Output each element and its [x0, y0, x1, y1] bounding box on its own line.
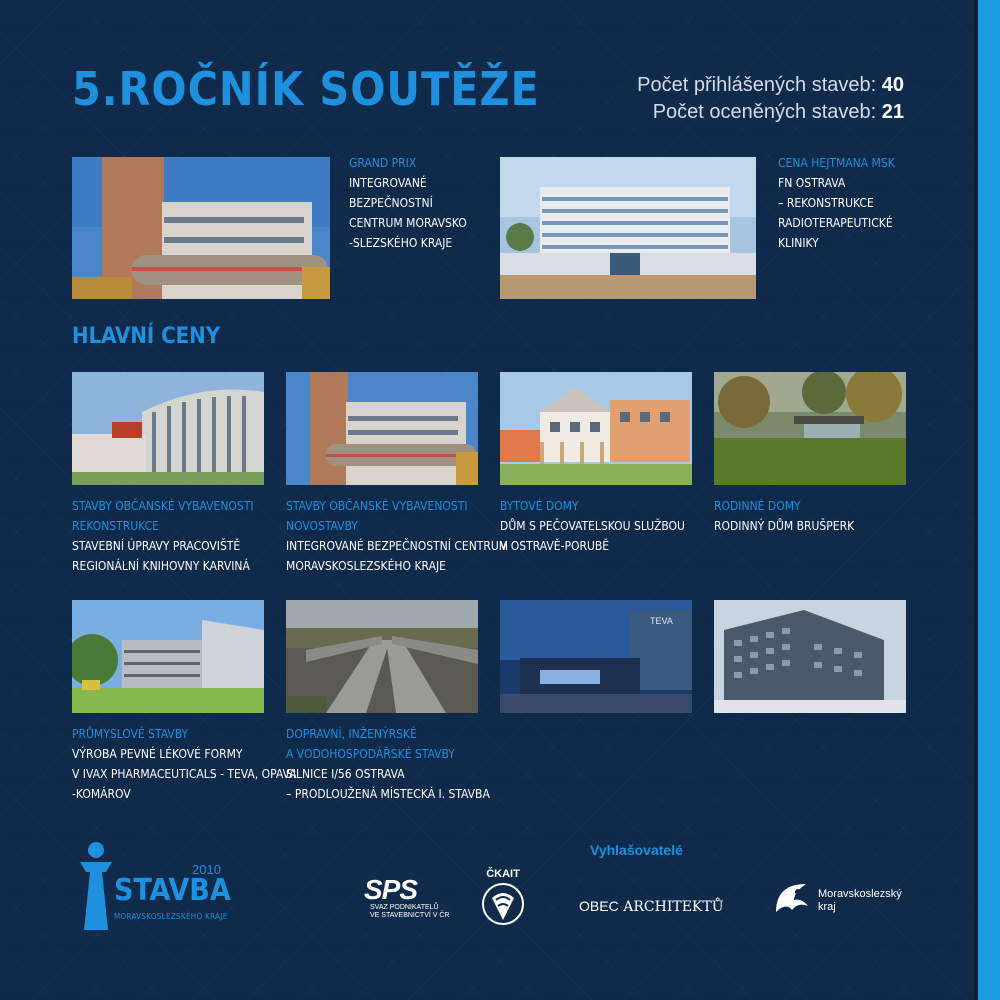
sps-logo — [364, 876, 450, 926]
caption-line: -SLEZSKÉHO KRAJE — [349, 236, 453, 250]
caption-line: FN OSTRAVA — [778, 176, 846, 190]
photo-knihovna-karvina — [72, 372, 264, 485]
caption-category: DOPRAVNÍ, INŽENÝRSKÉ — [286, 727, 417, 741]
stavba-name: STAVBA — [114, 873, 231, 908]
sps-name: SPS — [364, 874, 418, 905]
stavba-logo — [72, 838, 231, 938]
caption-prumyslove — [72, 724, 297, 804]
photo-prumyslove-stavby — [72, 600, 264, 713]
photo-bezpecnostni-centrum — [286, 372, 478, 485]
caption-category: BYTOVÉ DOMY — [500, 499, 579, 513]
caption-grand-prix — [349, 153, 467, 253]
caption-category: GRAND PRIX — [349, 156, 417, 170]
caption-category: CENA HEJTMANA MSK — [778, 156, 895, 170]
caption-line: MORAVSKOSLEZSKÉHO KRAJE — [286, 559, 446, 573]
caption-line: -KOMÁROV — [72, 787, 131, 801]
photo-pecovatelska-sluzba — [500, 372, 692, 485]
obec-b: ARCHITEKTŮ — [623, 899, 724, 915]
caption-line: CENTRUM MORAVSKO — [349, 216, 467, 230]
awarded-value: 21 — [881, 101, 904, 123]
obec-a: OBEC — [579, 898, 619, 914]
sps-line1: SVAZ PODNIKATELŮ — [370, 904, 439, 911]
caption-knihovna — [72, 496, 254, 576]
ckait-name: ČKAIT — [486, 868, 520, 880]
caption-category: STAVBY OBČANSKÉ VYBAVENOSTI — [286, 499, 468, 513]
photo-teva-night — [500, 600, 692, 713]
stats-block — [637, 72, 904, 126]
caption-rodinne-domy — [714, 496, 854, 536]
msk-emblem-icon — [772, 878, 812, 918]
ckait-logo — [478, 868, 528, 938]
caption-line: V IVAX PHARMACEUTICALS - TEVA, OPAVA — [72, 767, 297, 781]
caption-category: REKONSTRUKCE — [72, 519, 159, 533]
caption-line: INTEGROVANÉ BEZPEČNOSTNÍ CENTRUM — [286, 539, 509, 553]
msk-line1: Moravskoslezský — [818, 888, 902, 900]
caption-line: STAVEBNÍ ÚPRAVY PRACOVIŠTĚ — [72, 539, 241, 553]
svg-text:TEVA: TEVA — [650, 616, 673, 626]
awarded-label: Počet oceněných staveb: — [652, 101, 877, 123]
caption-line: REGIONÁLNÍ KNIHOVNY KARVINÁ — [72, 559, 250, 573]
photo-grand-prix — [72, 157, 330, 299]
caption-line: RODINNÝ DŮM BRUŠPERK — [714, 519, 855, 533]
caption-line: – REKONSTRUKCE — [778, 196, 874, 210]
caption-line: BEZPEČNOSTNÍ — [349, 196, 433, 210]
stavba-year: 2010 — [192, 862, 221, 877]
caption-bytove-domy — [500, 496, 685, 556]
caption-line: DŮM S PEČOVATELSKOU SLUŽBOU — [500, 519, 685, 533]
caption-line: RADIOTERAPEUTICKÉ — [778, 216, 893, 230]
caption-category: PRŮMYSLOVÉ STAVBY — [72, 727, 189, 741]
caption-category: NOVOSTAVBY — [286, 519, 358, 533]
caption-line: INTEGROVANÉ — [349, 176, 427, 190]
caption-category: A VODOHOSPODÁŘSKÉ STAVBY — [286, 747, 455, 761]
registered-count-line — [637, 72, 904, 99]
caption-category: RODINNÉ DOMY — [714, 499, 801, 513]
registered-label: Počet přihlášených staveb: — [637, 74, 877, 96]
caption-line: KLINIKY — [778, 236, 819, 250]
obec-architektu-logo — [579, 896, 729, 920]
photo-rodinny-dum — [714, 372, 906, 485]
organizers-label: Vyhlašovatelé — [590, 842, 683, 858]
stavba-subtitle: MORAVSKOSLEZSKÉHO KRAJE — [114, 912, 228, 921]
caption-line: V OSTRAVĚ-PORUBĚ — [500, 539, 610, 553]
msk-line2: kraj — [818, 901, 836, 913]
sps-line2: VE STAVEBNICTVÍ V ČR — [370, 912, 450, 919]
caption-line: VÝROBA PEVNÉ LÉKOVÉ FORMY — [72, 747, 243, 761]
caption-line: SILNICE I/56 OSTRAVA — [286, 767, 405, 781]
photo-cena-hejtmana — [500, 157, 756, 299]
caption-line: – PRODLOUŽENÁ MÍSTECKÁ I. STAVBA — [286, 787, 490, 801]
page-title: 5.ROČNÍK SOUTĚŽE — [72, 62, 540, 116]
caption-bezpecnostni — [286, 496, 508, 576]
caption-cena-hejtmana — [778, 153, 895, 253]
caption-dopravni — [286, 724, 490, 804]
msk-logo — [772, 878, 922, 928]
awarded-count-line — [637, 99, 904, 126]
registered-value: 40 — [881, 74, 904, 96]
caption-category: STAVBY OBČANSKÉ VYBAVENOSTI — [72, 499, 254, 513]
ckait-emblem-icon — [478, 880, 528, 930]
section-title: HLAVNÍ CENY — [72, 324, 221, 349]
photo-silnice-ostrava — [286, 600, 478, 713]
right-accent-bar — [978, 0, 1000, 1000]
photo-moderni-budova — [714, 600, 906, 713]
